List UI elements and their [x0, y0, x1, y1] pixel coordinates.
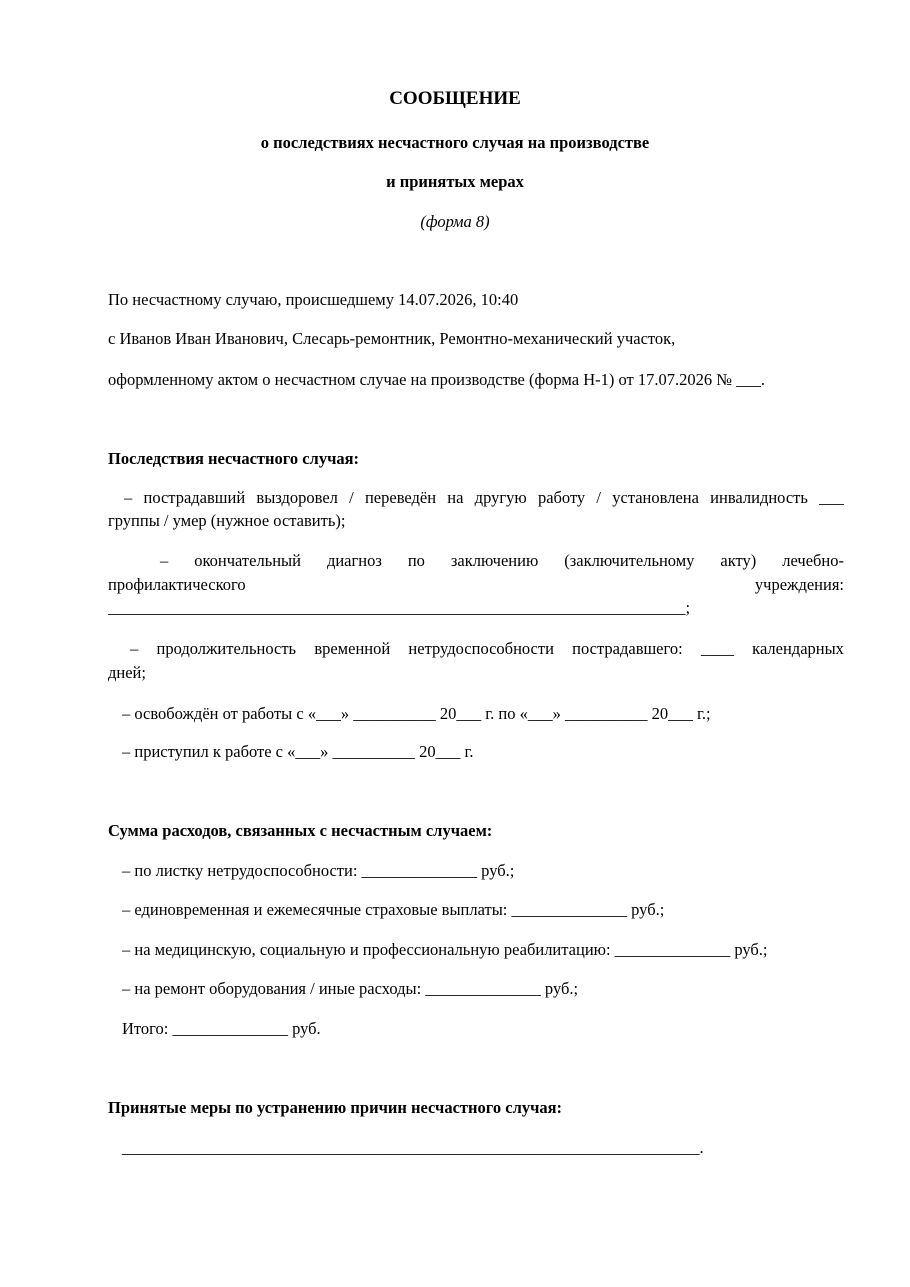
measures-heading: Принятые меры по устранению причин несчастного случая: — [108, 1098, 563, 1117]
form-label: (форма 8) — [420, 212, 490, 231]
disability-line2: дней; — [108, 663, 146, 682]
justified-word: – — [124, 488, 133, 507]
justified-word: пострадавшего: — [572, 639, 683, 658]
justified-word: заключению — [450, 551, 539, 570]
justified-word: / — [349, 488, 354, 507]
justified-word: профилактического — [108, 575, 246, 594]
justified-word: нетрудоспособности — [408, 639, 554, 658]
justified-word: инвалидность — [710, 488, 808, 507]
outcome-line2: группы / умер (нужное оставить); — [108, 511, 346, 530]
justified-word: календарных — [752, 639, 844, 658]
expense-repair: – на ремонт оборудования / иные расходы: ______________ руб.; — [122, 979, 579, 998]
justified-word: переведён — [364, 488, 437, 507]
expenses-heading: Сумма расходов, связанных с несчастным случаем: — [108, 821, 493, 840]
returned-line: – приступил к работе с «___» __________ 20___ г. — [122, 742, 474, 761]
document-subtitle-line2: и принятых мерах — [386, 172, 524, 191]
justified-word: акту) — [720, 551, 757, 570]
justified-word: временной — [314, 639, 391, 658]
disability-line1 — [108, 639, 844, 659]
justified-word: по — [407, 551, 425, 570]
expense-total: Итого: ______________ руб. — [122, 1019, 321, 1038]
justified-word: окончательный — [194, 551, 301, 570]
justified-word: диагноз — [326, 551, 382, 570]
expense-rehab: – на медицинскую, социальную и профессиональную реабилитацию: ______________ руб.; — [122, 940, 768, 959]
justified-word: ____ — [700, 639, 734, 658]
consequences-heading: Последствия несчастного случая: — [108, 449, 360, 468]
diagnosis-blank-line: ______________________________________________________________________; — [108, 598, 691, 617]
expense-sick-leave: – по листку нетрудоспособности: ______________ руб.; — [122, 861, 515, 880]
justified-word: пострадавший — [143, 488, 246, 507]
justified-word: (заключительному — [564, 551, 695, 570]
justified-word: работу — [537, 488, 586, 507]
released-line: – освобождён от работы с «___» __________ 20___ г. по «___» __________ 20___ г.; — [122, 704, 711, 723]
justified-word: / — [596, 488, 602, 507]
justified-word: лечебно- — [782, 551, 844, 570]
justified-word: продолжительность — [156, 639, 297, 658]
justified-word: учреждения: — [754, 575, 844, 594]
justified-word: другую — [474, 488, 527, 507]
justified-word: выздоровел — [256, 488, 338, 507]
intro-line-date: По несчастному случаю, происшедшему 14.07.2026, 10:40 — [108, 290, 519, 309]
expense-insurance: – единовременная и ежемесячные страховые выплаты: ______________ руб.; — [122, 900, 665, 919]
justified-word: – — [160, 551, 169, 570]
justified-word: – — [130, 639, 139, 658]
document-subtitle-line1: о последствиях несчастного случая на производстве — [260, 133, 650, 152]
document-title: СООБЩЕНИЕ — [389, 88, 521, 109]
diagnosis-line1 — [108, 551, 844, 571]
intro-line-act: оформленному актом о несчастном случае на производстве (форма Н-1) от 17.07.2026 № ___. — [108, 370, 765, 389]
justified-word: установлена — [612, 488, 699, 507]
outcome-line1 — [108, 488, 844, 508]
justified-word: на — [447, 488, 464, 507]
justified-word: ___ — [819, 488, 844, 507]
intro-line-victim: с Иванов Иван Иванович, Слесарь-ремонтник, Ремонтно-механический участок, — [108, 329, 676, 348]
diagnosis-line2 — [108, 575, 844, 595]
measures-blank-line: ______________________________________________________________________. — [122, 1138, 704, 1157]
